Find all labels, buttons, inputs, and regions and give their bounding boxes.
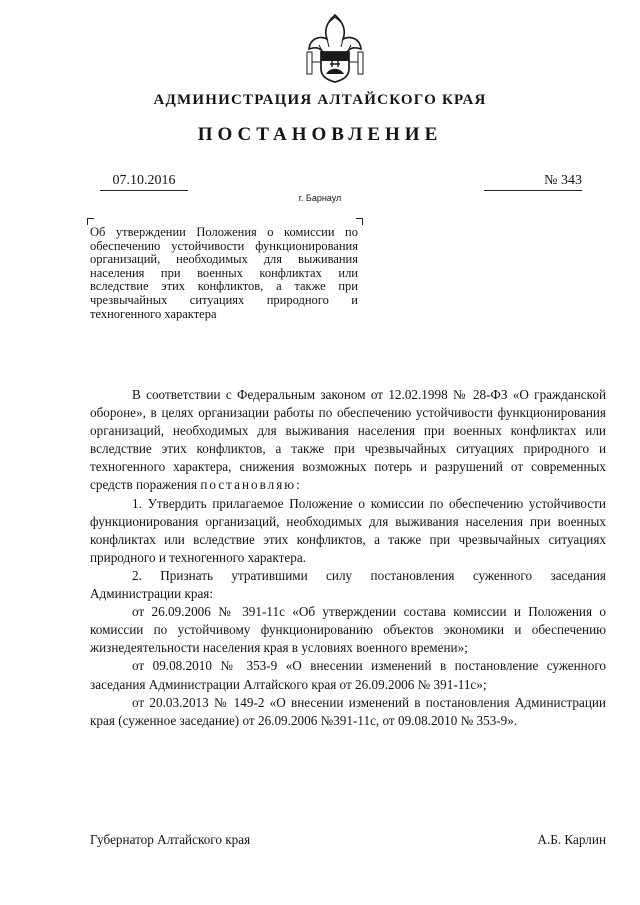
document-type-title: ПОСТАНОВЛЕНИЕ (197, 124, 443, 145)
city-label: г. Барнаул (298, 193, 342, 203)
repealed-act-3: от 20.03.2013 № 149-2 «О внесении изменений в постановления Администрации края (суженное заседание) от 26.09.2006 №391-11с, от 09.08.2010 № 353-9». (90, 694, 606, 728)
preamble-paragraph (90, 386, 606, 495)
coat-of-arms-icon (299, 12, 371, 84)
decree-word: постановляю: (200, 477, 302, 493)
document-body (90, 386, 606, 730)
document-number: № 343 (544, 173, 582, 188)
subject-bracket-left (87, 218, 94, 225)
document-date: 07.10.2016 (112, 173, 176, 188)
date-underline (100, 190, 188, 191)
clause-2: 2. Признать утратившими силу постановления суженного заседания Администрации края: (90, 567, 606, 602)
signer-position: Губернатор Алтайского края (90, 832, 251, 847)
signer-name: А.Б. Карлин (537, 832, 606, 847)
authority-title: АДМИНИСТРАЦИЯ АЛТАЙСКОГО КРАЯ (153, 92, 487, 108)
subject-bracket-right (356, 218, 363, 225)
number-underline (484, 190, 582, 191)
repealed-act-2: от 09.08.2010 № 353-9 «О внесении изменений в постановление суженного заседания Администрации Алтайского края от 26.09.2006 № 391-11с»; (90, 658, 606, 692)
preamble-text: В соответствии с Федеральным законом от 12.02.1998 № 28-ФЗ «О гражданской обороне», в целях организации работы по обеспечению устойчивости функционирования организаций, необходимых для выживания населения при военных конфликтах или вследствие этих конфликтов, а также при чрезвычайных ситуациях природного и техногенного характера, снижения возможных потерь и разрушений от современных средств поражения (90, 387, 606, 493)
clause-1: 1. Утвердить прилагаемое Положение о комиссии по обеспечению устойчивости функционирования организаций, необходимых для выживания населения при военных конфликтах или вследствие этих конфликтов, а также при чрезвычайных ситуациях природного и техногенного характера. (90, 495, 606, 565)
document-subject: Об утверждении Положения о комиссии по обеспечению устойчивости функционирования организаций, необходимых для выживания населения при военных конфликтах или вследствие этих конфликтов, а также при чрезвычайных ситуациях природного и техногенного характера (90, 225, 358, 321)
repealed-act-1: от 26.09.2006 № 391-11с «Об утверждении состава комиссии и Положения о комиссии по устойчивому функционированию объектов экономики и обеспечению жизнедеятельности населения края в условиях военного времени»; (90, 604, 606, 656)
